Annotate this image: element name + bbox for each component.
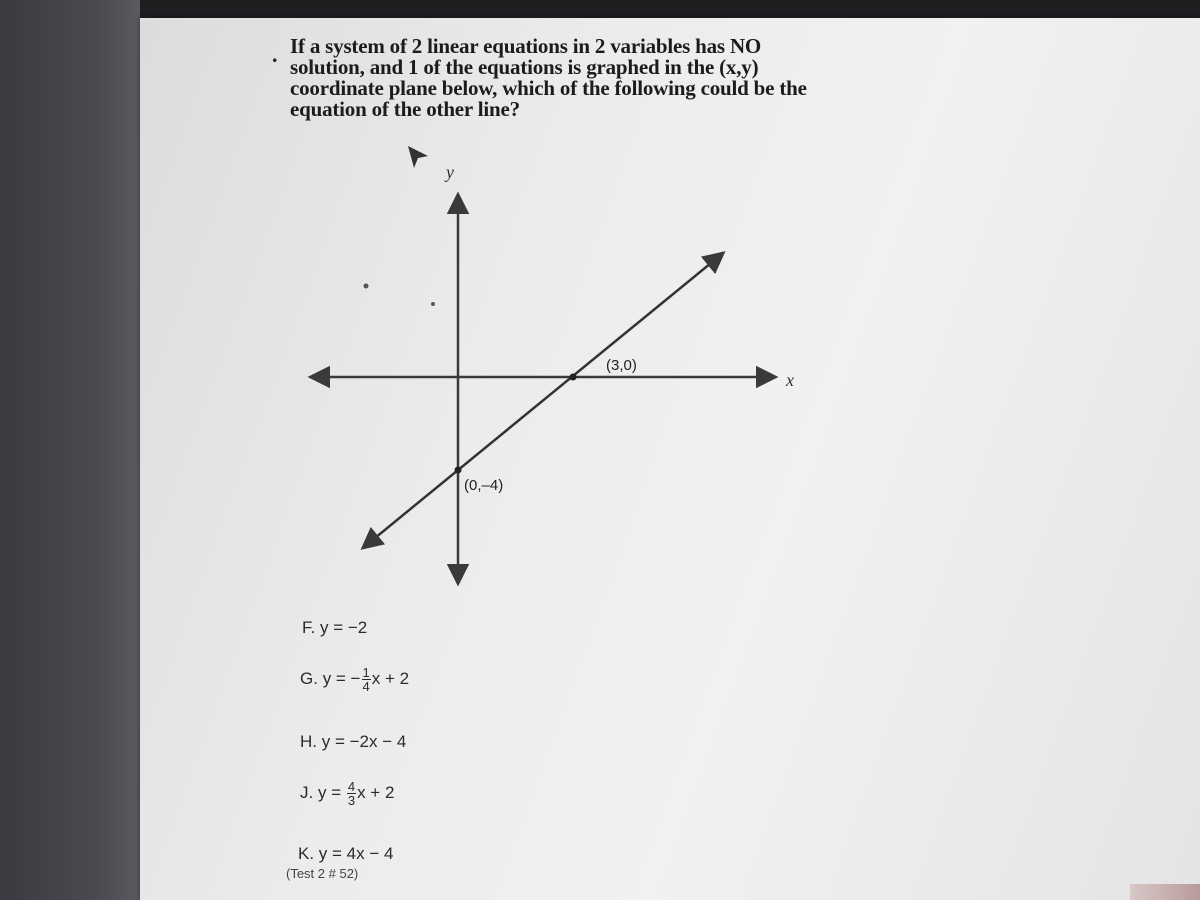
choice-letter: G.: [300, 668, 318, 688]
x-axis-label: x: [786, 370, 794, 390]
x-intercept-dot: [570, 374, 577, 381]
fraction-denominator: 3: [347, 793, 356, 808]
x-intercept-label: (3,0): [606, 357, 637, 374]
paper-speck: [431, 302, 435, 306]
y-axis-label: y: [446, 162, 454, 182]
fraction: [362, 666, 371, 693]
fraction-numerator: 1: [362, 665, 370, 680]
choice-f[interactable]: [302, 618, 367, 638]
choice-g[interactable]: [300, 666, 409, 693]
choice-equation: y = −2: [319, 618, 368, 637]
paper-speck: [364, 284, 369, 289]
choice-equation-suffix: x + 2: [357, 782, 395, 802]
choice-k[interactable]: [298, 844, 393, 864]
choice-equation-suffix: x + 2: [371, 668, 410, 688]
choice-letter: F.: [302, 618, 316, 637]
choice-equation: y = 4x − 4: [318, 844, 394, 863]
choice-letter: K.: [298, 844, 315, 863]
choice-letter: J.: [300, 782, 314, 802]
fraction: [347, 780, 356, 807]
fraction-denominator: 4: [362, 679, 370, 694]
mouse-cursor-icon: [408, 146, 428, 168]
test-reference: (Test 2 # 52): [286, 866, 359, 881]
fraction-numerator: 4: [347, 779, 356, 794]
question-bullet: .: [272, 42, 278, 67]
question-text: If a system of 2 linear equations in 2 variables has NO solution, and 1 of the equations is graphed in the (x,y) coordinate plane below, which of the following could be the equation of the other line?: [290, 34, 807, 121]
choice-letter: H.: [300, 732, 317, 751]
y-intercept-label: (0,–4): [464, 477, 504, 494]
choice-equation-prefix: y =: [317, 782, 346, 802]
graphed-line: [364, 254, 722, 547]
choice-equation-prefix: y = −: [322, 668, 361, 688]
choice-j[interactable]: [300, 780, 394, 807]
choice-equation: y = −2x − 4: [321, 732, 407, 751]
choice-h[interactable]: [300, 732, 406, 752]
y-intercept-dot: [455, 467, 462, 474]
